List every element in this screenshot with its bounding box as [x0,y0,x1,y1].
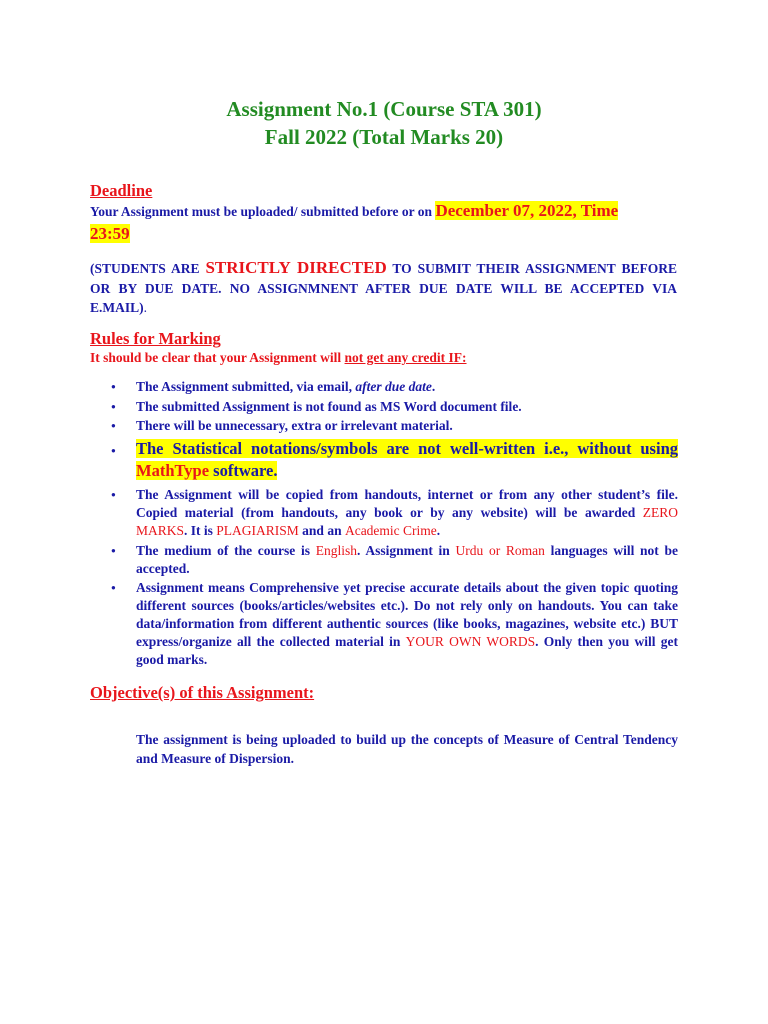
rule-italic: after due date [355,379,432,394]
rule-and: and an [302,523,342,538]
rules-intro-underline: not get any credit IF: [344,350,467,365]
submission-directive [90,258,677,318]
objective-heading: Objective(s) of this Assignment: [90,683,315,702]
rules-intro-prefix: It should be clear that your Assignment will [90,350,342,365]
list-item [108,398,678,416]
rule-plagiarism: PLAGIARISM [216,523,299,538]
rules-intro [90,350,690,366]
assignment-title: Assignment No.1 (Course STA 301) [226,97,542,121]
rule-end: . Only then you will get good marks. [136,634,678,667]
rules-heading: Rules for Marking [90,329,221,348]
highlight-span [136,439,678,480]
list-item [108,378,678,396]
deadline-time [90,224,130,244]
rule-text: The medium of the course is [136,542,311,558]
deadline-sentence: Your Assignment must be uploaded/ submitted before or on [90,204,433,219]
rule-academic-crime: Academic Crime [344,523,437,538]
list-item [108,579,678,669]
assignment-subtitle: Fall 2022 (Total Marks 20) [264,125,504,149]
rule-own-words: YOUR OWN WORDS [405,634,536,649]
deadline-time-value: 23:59 [90,224,130,243]
rules-list [108,378,678,671]
rule-text: The Assignment will be copied from handouts, internet or from any other student’s file. Copied material (from handouts, any book or by any website) will be awarded [136,487,678,520]
directive-emphasis: STRICTLY DIRECTED [205,258,387,277]
rule-urdu-roman: Urdu or Roman [455,542,545,558]
rule-mid: . Assignment in [356,542,450,558]
deadline-date: December 07, 2022, Time [435,201,619,220]
list-item [108,486,678,540]
rule-text: The Assignment submitted, via email, [136,379,353,394]
rule-end: . [431,379,436,394]
rule-english: English [315,542,357,558]
rule-end: languages will not be accepted. [136,542,678,576]
directive-end: . [143,300,147,315]
rule-text: The submitted Assignment is not found as MS Word document file. [136,398,522,414]
deadline-text [90,201,690,221]
directive-prefix: (STUDENTS ARE [90,261,200,276]
directive-suffix: TO SUBMIT THEIR ASSIGNMENT BEFORE OR BY DUE DATE. NO ASSIGNMNENT AFTER DUE DATE WILL BE ACCEPTED VIA E.MAIL) [90,261,678,315]
list-item [108,417,678,435]
rule-text: The Statistical notations/symbols are not well-written i.e., without using [136,439,678,458]
objective-text: The assignment is being uploaded to build up the concepts of Measure of Central Tendency and Measure of Dispersion. [136,732,678,766]
list-item [108,542,678,578]
rule-end: . [436,523,441,538]
rule-zero-marks: ZERO MARKS [136,505,678,538]
rule-end: software. [213,461,278,480]
list-item-highlighted [108,438,678,482]
rule-text: There will be unnecessary, extra or irrelevant material. [136,418,453,433]
rule-text: Assignment means Comprehensive yet precise accurate details about the given topic quoting different sources (books/articles/websites etc.). Do not rely only on handouts. You can take data/information from different authentic sources (like books, magazines, website etc.) BUT express/organize all the collected material in [136,580,678,649]
rule-mid: . It is [184,523,213,538]
deadline-heading: Deadline [90,181,153,200]
rule-mathtype: MathType [136,461,210,480]
